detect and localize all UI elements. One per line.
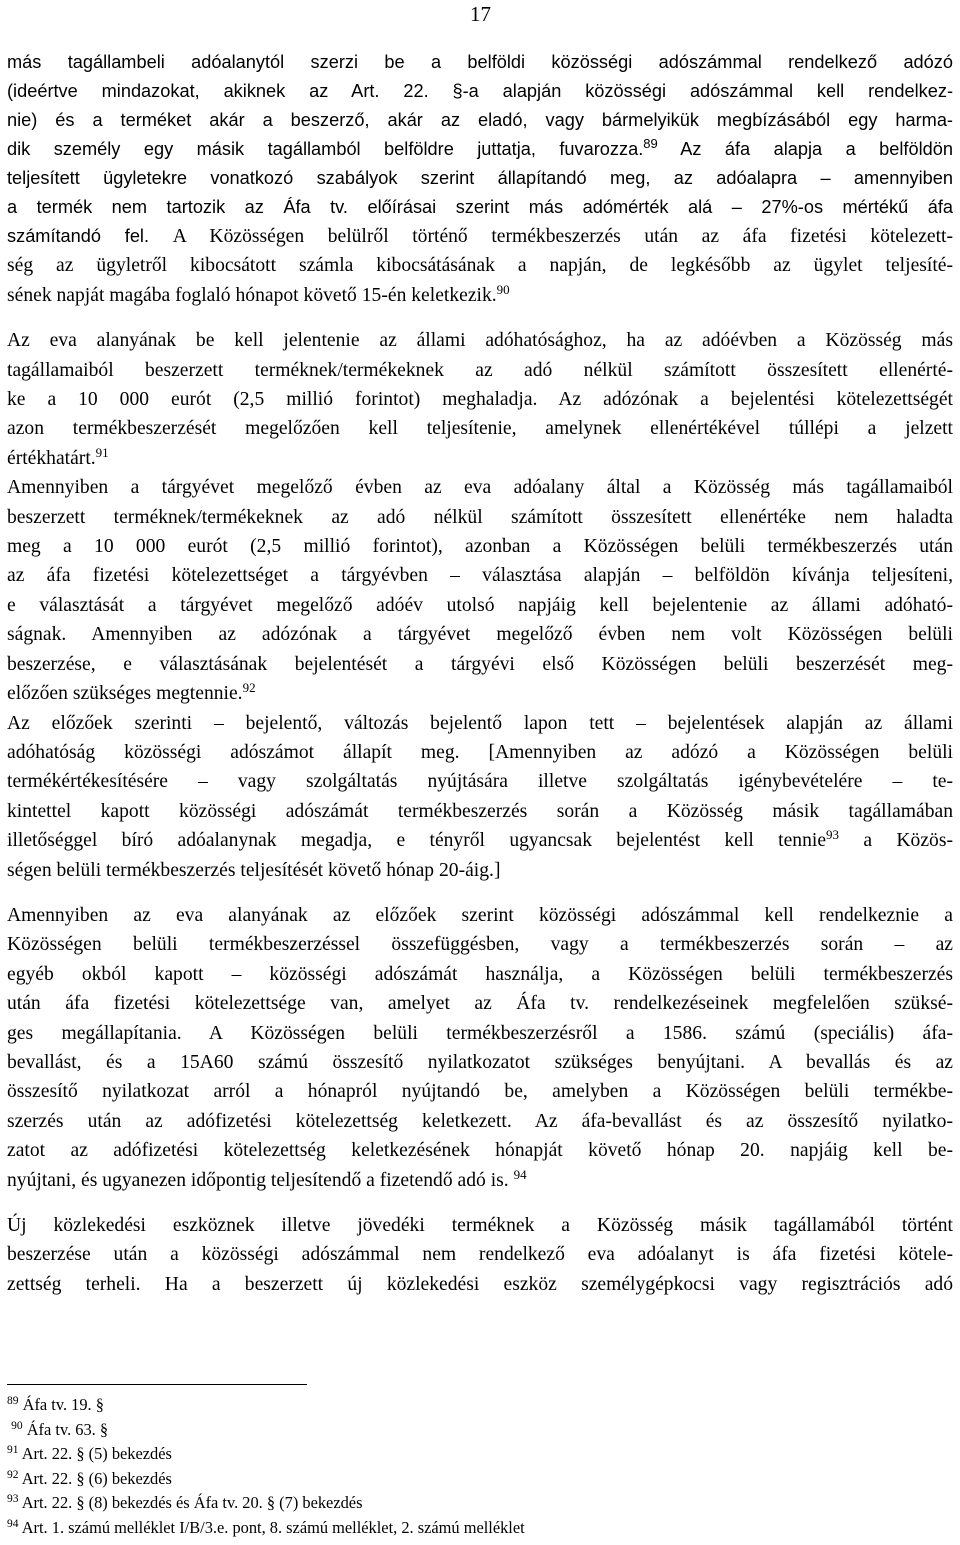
footnote-ref-89[interactable]: 89 — [643, 136, 658, 151]
text-line — [7, 1166, 953, 1195]
footnote-number: 91 — [7, 1444, 19, 1457]
text-line: után áfa fizetési kötelezettsége van, amelyet az Áfa tv. rendelkezéseinek megfelelően szüksé- — [7, 993, 953, 1015]
footnote-ref-93[interactable]: 93 — [826, 827, 840, 843]
text-line: ségen belüli termékbeszerzés teljesítését követő hónap 20-áig.] — [7, 859, 501, 881]
text-line: beszerzett terméknek/termékeknek az adó nélkül számított összesített ellenértéke nem haladta — [7, 506, 953, 528]
text-line: Közösségen belüli termékbeszerzéssel összefüggésben, vagy a termékbeszerzés során – az — [7, 934, 953, 956]
paragraph-tax-return-obligation — [7, 901, 953, 1195]
text-segment: Az áfa alapja a belföldön — [680, 139, 953, 159]
text-line: ség az ügyletről kibocsátott számla kibocsátásának a napján, de legkésőbb az ügylet teljesíté- — [7, 255, 953, 277]
text-line: Az előzőek szerinti – bejelentő, változás bejelentő lapon tett – bejelentések alapján az állami — [7, 712, 953, 734]
paragraph-community-tax-number — [7, 709, 953, 885]
footnote-91 — [7, 1442, 525, 1467]
text-segment: a Közös- — [863, 830, 953, 852]
footnote-text: Art. 22. § (5) bekezdés — [21, 1444, 172, 1464]
footnote-ref-91[interactable]: 91 — [95, 444, 109, 460]
text-segment: nyújtani, és ugyanezen időpontig teljesítendő a fizetendő adó is. — [7, 1169, 509, 1191]
footnote-94 — [7, 1516, 525, 1541]
text-line: termékértékesítésére – vagy szolgáltatás nyújtására illetve szolgáltatás igénybevételére – te- — [7, 771, 953, 793]
footnote-90 — [7, 1418, 525, 1443]
text-line: Amennyiben az eva alanyának az előzőek szerint közösségi adószámmal kell rendelkeznie a — [7, 904, 953, 926]
text-line: meg a 10 000 eurót (2,5 millió forintot), azonban a Közösségen belüli termékbeszerzés után — [7, 536, 953, 558]
text-line: adóhatóság közösségi adószámot állapít meg. [Amennyiben az adózó a Közösségen belüli — [7, 741, 953, 763]
text-segment: értékhatárt. — [7, 447, 96, 469]
text-line — [7, 826, 953, 855]
text-line — [7, 281, 953, 310]
text-line: ke a 10 000 eurót (2,5 millió forintot) meghaladja. Az adózónak a bejelentési kötelezettségét — [7, 389, 953, 411]
text-line: bevallást, és a 15A60 számú összesítő nyilatkozatot szükséges benyújtani. A bevallás és az — [7, 1051, 953, 1073]
text-line: Az eva alanyának be kell jelentenie az állami adóhatósághoz, ha az adóévben a Közösség más — [7, 330, 953, 352]
text-line: összesítő nyilatkozat arról a hónapról nyújtandó be, amelyben a Közösségen belüli termékbe- — [7, 1081, 953, 1103]
footnote-ref-94[interactable]: 94 — [513, 1166, 527, 1182]
footnote-text: Art. 22. § (8) bekezdés és Áfa tv. 20. § (7) bekezdés — [21, 1493, 363, 1513]
footnote-number: 93 — [7, 1493, 19, 1506]
text-line: ságnak. Amennyiben az adózónak a tárgyévet megelőző évben nem volt Közösségen belüli — [7, 624, 953, 646]
text-line: egyéb okból kapott – közösségi adószámát használja, a Közösségen belüli termékbeszerzés — [7, 963, 953, 985]
text-segment: sének napját magába foglaló hónapot követő 15-én keletkezik. — [7, 284, 497, 306]
footnote-number: 89 — [7, 1395, 19, 1407]
text-line: kintettel kapott közösségi adószámát termékbeszerzés során a Közösség másik tagállamában — [7, 800, 953, 822]
text-segment: illetőséggel bíró adóalanynak megadja, e tényről ugyancsak bejelentést kell tennie — [7, 830, 827, 852]
text-line: szerzés után az adófizetési kötelezettség keletkezett. Az áfa-bevallást és az összesítő nyilatko- — [7, 1110, 953, 1132]
text-line: e választását a tárgyévet megelőző adóév utolsó napjáig kell bejelentenie az állami adóható- — [7, 594, 953, 616]
text-line: Új közlekedési eszköznek illetve jövedéki terméknek a Közösség másik tagállamából történt — [7, 1215, 953, 1236]
paragraph-eva-notification — [7, 326, 953, 473]
footnote-number: 92 — [7, 1468, 19, 1481]
text-line — [7, 679, 953, 708]
page-body — [7, 48, 953, 1299]
footnote-ref-90[interactable]: 90 — [496, 281, 510, 297]
footnote-number: 90 — [11, 1419, 23, 1432]
text-line: más tagállambeli adóalanytól szerzi be a belföldi közösségi adószámmal rendelkező adózó — [7, 52, 953, 72]
footnote-92 — [7, 1467, 525, 1492]
text-line: zatot az adófizetési kötelezettség keletkezésének hónapját követő hónap 20. napjáig kell be- — [7, 1140, 953, 1162]
footnote-ref-92[interactable]: 92 — [242, 680, 256, 696]
text-line: ges megállapítania. A Közösségen belüli termékbeszerzésről a 1586. számú (speciális) áfa- — [7, 1022, 953, 1044]
footnote-number: 94 — [7, 1517, 19, 1530]
text-line: az áfa fizetési kötelezettséget a tárgyévben – választása alapján – belföldön kívánja teljesíteni, — [7, 565, 953, 587]
text-line: zettség terheli. Ha a beszerzett új közlekedési eszköz személygépkocsi vagy regisztrációs adó — [7, 1273, 953, 1295]
paragraph-intra-community-acquisition — [7, 48, 953, 251]
text-line: beszerzése, e választásának bejelentését a tárgyévi első Közösségen belüli beszerzését meg- — [7, 653, 953, 675]
footnote-text: Art. 22. § (6) bekezdés — [21, 1468, 172, 1488]
footnotes — [7, 1393, 525, 1541]
text-line: (ideértve mindazokat, akiknek az Art. 22. §-a alapján közösségi adószámmal kell rendelkez- — [7, 81, 953, 101]
footnote-93 — [7, 1491, 525, 1516]
paragraph-new-vehicles — [7, 1211, 953, 1299]
paragraph-tax-obligation — [7, 251, 953, 310]
text-segment: számítandó fel. — [7, 226, 150, 246]
text-line: nie) és a terméket akár a beszerző, akár az eladó, vagy bármelyikük megbízásából egy harma- — [7, 110, 953, 130]
text-line: teljesített ügyletekre vonatkozó szabályok szerint állapítandó meg, az adóalapra – amennyiben — [7, 168, 953, 188]
text-line: a termék nem tartozik az Áfa tv. előírásai szerint más adómérték alá – 27%-os mértékű áfa — [7, 197, 953, 217]
text-line — [7, 135, 953, 164]
footnote-text: Art. 1. számú melléklet I/B/3.e. pont, 8. számú melléklet, 2. számú melléklet — [21, 1517, 525, 1537]
text-line: azon termékbeszerzését megelőzően kell teljesítenie, amelynek ellenértékével túllépi a jelzett — [7, 418, 953, 440]
paragraph-prior-year-threshold — [7, 473, 953, 708]
text-segment: dik személy egy másik tagállamból belföldre juttatja, fuvarozza. — [7, 139, 644, 159]
footnote-text: Áfa tv. 63. § — [26, 1419, 109, 1439]
footnote-separator — [7, 1384, 307, 1385]
text-line: tagállamaiból beszerzett terméknek/termékeknek az adó nélkül számított összesített ellenérté- — [7, 359, 953, 381]
text-line: beszerzése után a közösségi adószámmal nem rendelkező eva adóalanyt is áfa fizetési kötele- — [7, 1244, 953, 1266]
text-segment: előzően szükséges megtennie. — [7, 683, 243, 705]
text-line — [7, 444, 953, 473]
page-number: 17 — [470, 2, 491, 26]
text-line — [7, 222, 953, 251]
text-segment: A Közösségen belülről történő termékbeszerzés után az áfa fizetési kötelezett- — [172, 226, 953, 247]
text-line: Amennyiben a tárgyévet megelőző évben az eva adóalany által a Közösség más tagállamaiból — [7, 477, 953, 499]
footnote-89 — [7, 1393, 525, 1418]
footnote-text: Áfa tv. 19. § — [22, 1395, 104, 1414]
